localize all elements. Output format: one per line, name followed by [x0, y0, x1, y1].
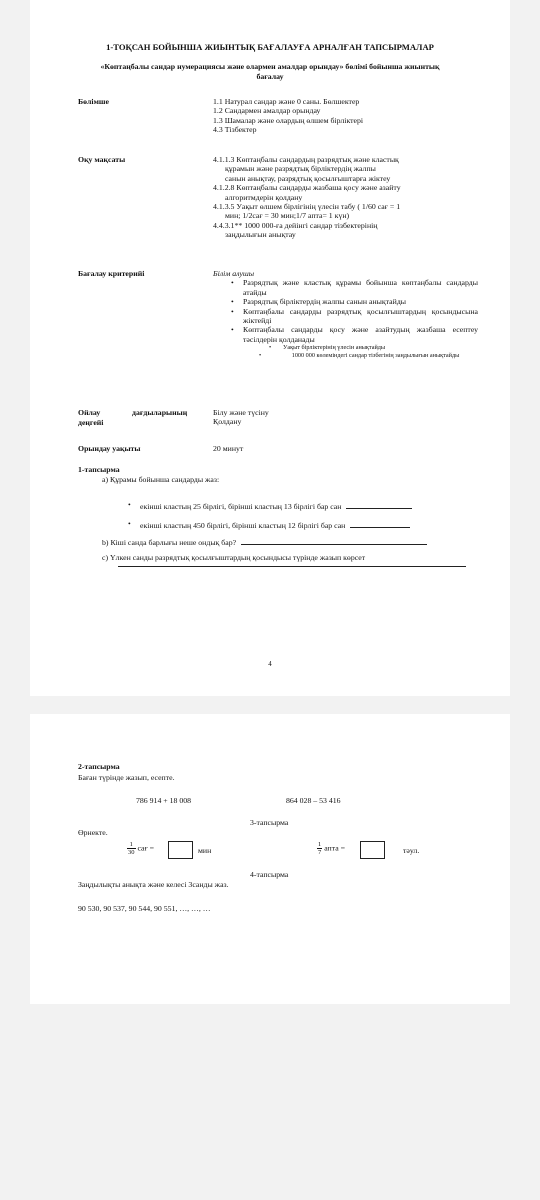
- page-title: 1-ТОҚСАН БОЙЫНША ЖИЫНТЫҚ БАҒАЛАУҒА АРНАЛҒАН ТАПСЫРМАЛАР: [106, 42, 434, 52]
- task2-expression-2: 864 028 – 53 416: [286, 796, 341, 805]
- goals-list: [213, 155, 478, 240]
- criteria-bullet: • Көптаңбалы сандарды разрядтық қосылғыштардың қосындысына жіктейді: [213, 307, 478, 326]
- task1-part-a: a) Құрамы бойынша сандарды жаз:: [102, 475, 220, 484]
- criteria-small-bullet: • Уақыт бірліктерінің үлесін анықтайды: [213, 344, 478, 352]
- criteria-bullet: • Разрядтық бірліктердің жалпы санын анықтайды: [213, 297, 478, 306]
- section-item: 4.3 Тізбектер: [213, 125, 257, 135]
- thinking-items: [213, 408, 478, 427]
- goal-line: 4.4.3.1** 1000 000-ға дейінгі сандар тізбектерінің: [213, 220, 378, 230]
- thinking-label-b: дағдыларының: [132, 408, 188, 417]
- answer-blank-3[interactable]: [241, 536, 427, 545]
- task4-title: 4-тапсырма: [250, 870, 289, 879]
- task1-part-b: b) Кіші санда барлығы неше ондық бар?: [102, 536, 427, 548]
- task4-sequence: 90 530, 90 537, 90 544, 90 551, …, …, …: [78, 904, 211, 913]
- task2-expression-1: 786 914 + 18 008: [136, 796, 192, 805]
- task1-part-c: c) Үлкен санды разрядтық қосылғыштардың қосындысы түрінде жазып көрсет: [102, 553, 366, 562]
- task2-title: 2-тапсырма: [78, 762, 120, 771]
- document-page-1: [30, 0, 510, 696]
- thinking-item: Қолдану: [213, 417, 242, 427]
- goal-line: заңдылығын анықтау: [225, 230, 296, 240]
- criteria-small-bullet: • 1000 000 көлеміндегі сандар тізбегінің заңдылығын анықтайды: [213, 352, 478, 360]
- criteria-bullets: [213, 278, 478, 344]
- time-value: 20 минут: [213, 444, 244, 453]
- fraction-1-30: $\frac{1}{30}$: [128, 841, 135, 856]
- criteria-heading: Білім алушы: [213, 269, 255, 278]
- task4-text: Заңдылықты анықта және келесі 3санды жаз.: [78, 880, 229, 889]
- answer-blank-2[interactable]: [350, 519, 410, 528]
- task3-expression-2: $\frac{1}{7}$ апта =: [318, 841, 346, 856]
- page-subtitle: «Көптаңбалы сандар нумерациясы және олармен амалдар орындау» бөлімі бойынша жиынтық бағалау: [100, 62, 440, 81]
- page-number: 4: [268, 660, 272, 668]
- goal-line: 4.1.3.5 Уақыт өлшем бірлігінің үлесін табу ( 1/60 сағ = 1: [213, 202, 401, 212]
- document-page-2: [30, 714, 510, 1004]
- goal-line: 4.1.2.8 Көптаңбалы сандарды жазбаша қосу және азайту: [213, 183, 401, 193]
- section-item: 1.1 Натурал сандар және 0 саны. Бөлшектер: [213, 97, 360, 106]
- task1-title: 1-тапсырма: [78, 465, 120, 474]
- answer-box-minutes[interactable]: [168, 841, 193, 859]
- section-label: Бөлімше: [78, 97, 109, 106]
- task3-unit-minutes: мин: [198, 846, 212, 855]
- criteria-small-bullets-2: [213, 352, 478, 360]
- task2-text: Баған түрінде жазып, есепте.: [78, 773, 175, 782]
- task3-unit-days: тәул.: [403, 846, 420, 855]
- task1-bullet-2: • екінші кластың 450 бірлігі, бірінші кластың 12 бірлігі бар сан: [140, 519, 410, 531]
- criteria-bullet: • Разрядтық және кластық құрамы бойынша көптаңбалы сандарды атайды: [213, 278, 478, 297]
- fraction-1-7: $\frac{1}{7}$: [318, 841, 322, 856]
- criteria-bullet: • Көптаңбалы сандарды қосу және азайтудың жазбаша есептеу тәсілдерін қолданады: [213, 325, 478, 344]
- task3-title: 3-тапсырма: [250, 818, 289, 827]
- task3-expression-1: $\frac{1}{30}$ сағ =: [128, 841, 155, 856]
- goal-line: алгоритмдерін қолдану: [225, 192, 303, 202]
- answer-blank-1[interactable]: [346, 500, 412, 509]
- answer-line[interactable]: [118, 566, 466, 567]
- criteria-small-bullets-1: [213, 344, 478, 352]
- section-item: 1.2 Сандармен амалдар орындау: [213, 106, 321, 116]
- thinking-item: Білу және түсіну: [213, 408, 269, 417]
- goals-label: Оқу мақсаты: [78, 155, 126, 164]
- thinking-label-c: деңгейі: [78, 418, 104, 427]
- time-label: Орындау уақыты: [78, 444, 141, 453]
- goal-line: құрамын және разрядтық бірліктердің жалпы: [225, 164, 376, 174]
- thinking-label-a: Ойлау: [78, 408, 101, 417]
- goal-line: 4.1.1.3 Көптаңбалы сандардың разрядтық және кластық: [213, 155, 399, 164]
- answer-box-days[interactable]: [360, 841, 385, 859]
- task1-bullet-1: • екінші кластың 25 бірлігі, бірінші кластың 13 бірлігі бар сан: [140, 500, 412, 512]
- goal-line: санын анықтау, разрядтық қосылғыштарға жіктеу: [225, 173, 391, 183]
- criteria-label: Бағалау критерийі: [78, 269, 145, 278]
- section-item: 1.3 Шамалар және олардың өлшем бірліктері: [213, 115, 364, 125]
- criteria-block: [213, 269, 478, 360]
- goal-line: мин; 1/2сағ = 30 мин;1/7 апта= 1 күн): [225, 211, 350, 221]
- section-items: [213, 97, 478, 135]
- task3-sample-label: Өрнекте.: [78, 828, 108, 837]
